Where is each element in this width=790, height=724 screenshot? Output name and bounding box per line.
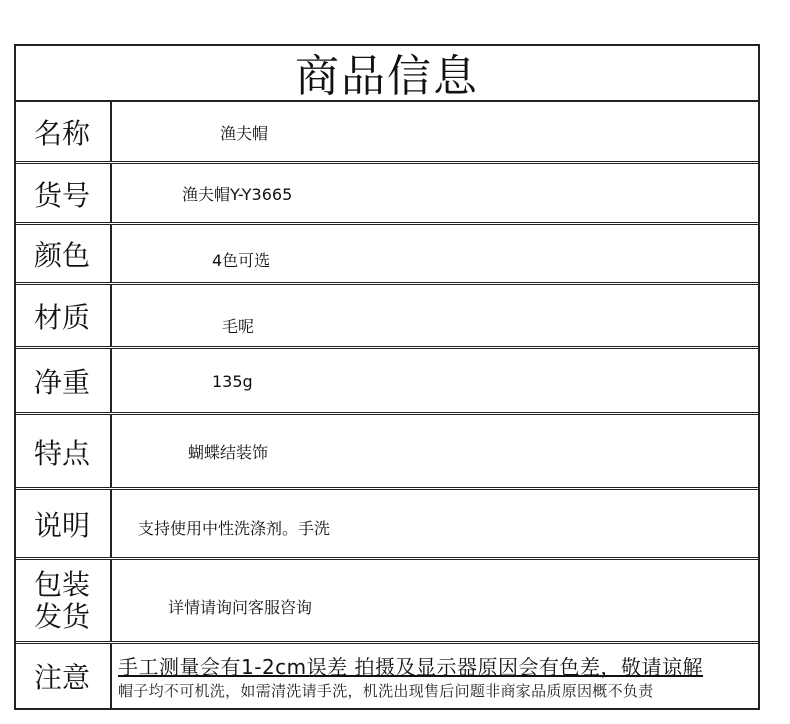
row-name [14,102,760,162]
table-title: 商品信息 [14,44,760,102]
row-item-number [14,164,760,223]
row-shipping [14,560,760,642]
row-value: 135g [212,371,253,391]
row-weight [14,349,760,413]
notice-line: 手工测量会有1-2cm误差 拍摄及显示器原因会有色差，敬请谅解 [118,655,704,679]
row-label: 净重 [14,349,112,413]
row-label: 货号 [14,164,112,223]
notice-line: 帽子均不可机洗，如需清洗请手洗，机洗出现售后问题非商家品质原因概不负责 [118,682,654,700]
row-label-line: 包装 [33,567,90,601]
row-label: 注意 [14,644,112,708]
row-label: 说明 [14,490,112,558]
row-label: 特点 [14,415,112,488]
product-info-table [14,44,760,710]
row-value [112,644,760,708]
row-label [14,560,112,642]
row-material [14,285,760,347]
row-value: 蝴蝶结装饰 [188,443,269,462]
row-notice [14,644,760,708]
row-label: 名称 [14,102,112,162]
row-value: 详情请询问客服咨询 [168,597,313,617]
row-value: 4色可选 [212,250,271,270]
row-value: 渔夫帽Y-Y3665 [182,185,293,204]
row-label-line: 发货 [33,600,90,633]
row-value: 渔夫帽 [220,123,269,143]
row-description [14,490,760,558]
row-label: 材质 [14,285,112,347]
row-label: 颜色 [14,225,112,283]
row-value: 支持使用中性洗涤剂。手洗 [138,518,331,538]
row-value: 毛呢 [222,316,255,336]
row-feature [14,415,760,488]
row-color [14,225,760,283]
